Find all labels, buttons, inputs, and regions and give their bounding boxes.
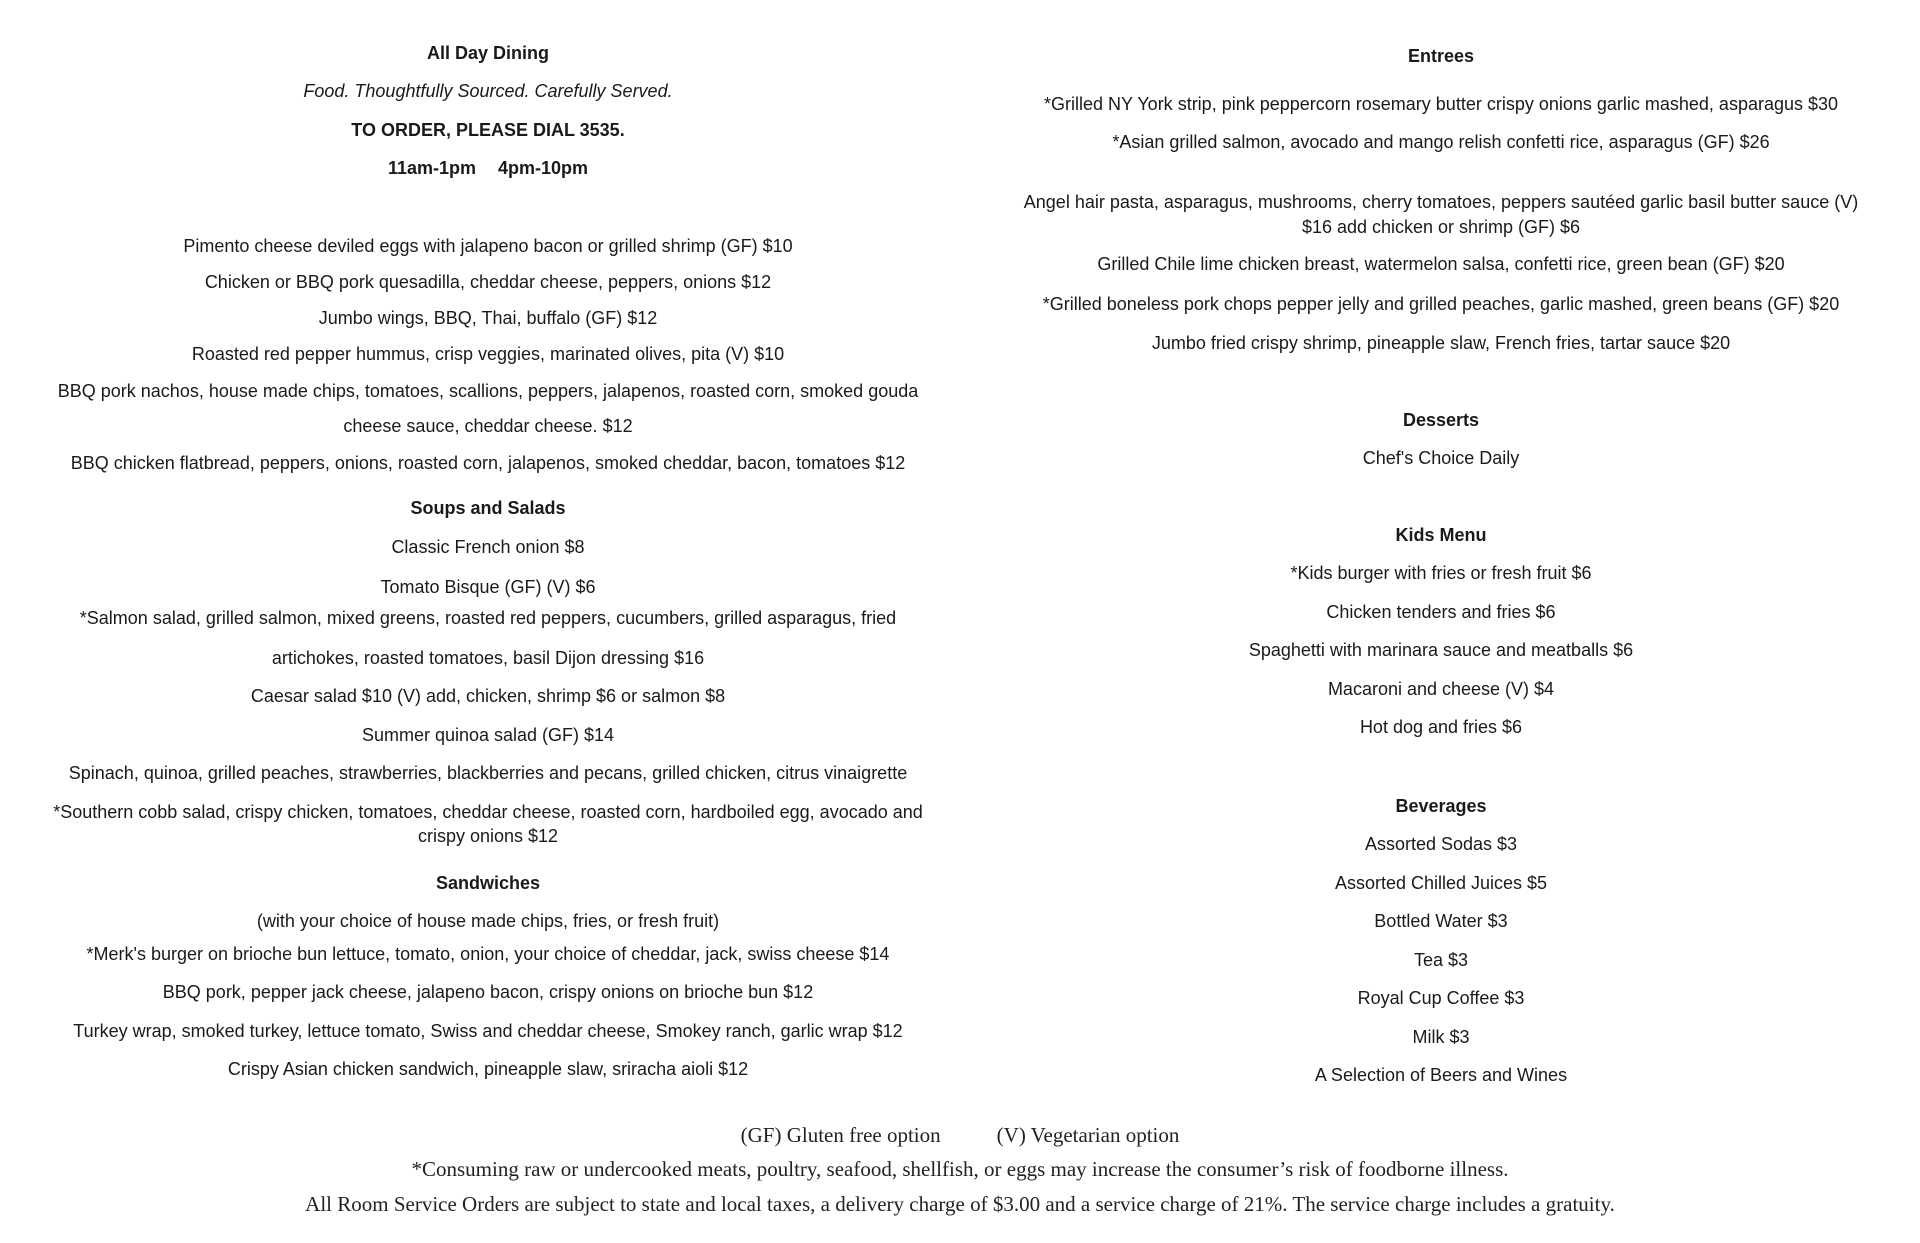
menu-item: Angel hair pasta, asparagus, mushrooms, cherry tomatoes, peppers sautéed garlic basil butter sauce (V): [1023, 192, 1859, 212]
menu-item: A Selection of Beers and Wines: [1314, 1065, 1568, 1085]
menu-item: Jumbo fried crispy shrimp, pineapple slaw, French fries, tartar sauce $20: [1151, 333, 1731, 353]
menu-item: Turkey wrap, smoked turkey, lettuce tomato, Swiss and cheddar cheese, Smokey ranch, garlic wrap $12: [73, 1021, 903, 1041]
menu-item: Milk $3: [1412, 1027, 1470, 1047]
hours-dinner: 4pm-10pm: [498, 158, 589, 178]
menu-item: Assorted Sodas $3: [1364, 834, 1518, 854]
menu-item: Grilled Chile lime chicken breast, watermelon salsa, confetti rice, green bean (GF) $20: [1097, 254, 1785, 274]
hours-lunch: 11am-1pm: [387, 158, 477, 178]
menu-item: Crispy Asian chicken sandwich, pineapple slaw, sriracha aioli $12: [227, 1059, 749, 1079]
menu-item: Chicken or BBQ pork quesadilla, cheddar cheese, peppers, onions $12: [204, 272, 772, 292]
menu-item: BBQ pork nachos, house made chips, tomatoes, scallions, peppers, jalapenos, roasted corn, smoked gouda: [57, 381, 919, 401]
legend-vegetarian: (V) Vegetarian option: [996, 1123, 1180, 1147]
menu-item: Classic French onion $8: [391, 537, 585, 557]
menu-item: Roasted red pepper hummus, crisp veggies, marinated olives, pita (V) $10: [191, 344, 785, 364]
tagline: Food. Thoughtfully Sourced. Carefully Served.: [303, 81, 673, 101]
menu-item: Royal Cup Coffee $3: [1357, 988, 1525, 1008]
menu-item: Jumbo wings, BBQ, Thai, buffalo (GF) $12: [318, 308, 658, 328]
food-safety-warning: *Consuming raw or undercooked meats, poultry, seafood, shellfish, or eggs may increase the consumer’s risk of foodborne illness.: [411, 1157, 1509, 1181]
menu-item: Assorted Chilled Juices $5: [1334, 873, 1548, 893]
menu-item: *Asian grilled salmon, avocado and mango relish confetti rice, asparagus (GF) $26: [1112, 132, 1770, 152]
menu-item: *Salmon salad, grilled salmon, mixed greens, roasted red peppers, cucumbers, grilled asparagus, fried: [79, 608, 897, 628]
menu-item: crispy onions $12: [417, 826, 559, 846]
menu-item: Chicken tenders and fries $6: [1326, 602, 1556, 622]
menu-item: Hot dog and fries $6: [1359, 717, 1523, 737]
section-note: (with your choice of house made chips, fries, or fresh fruit): [256, 911, 720, 931]
menu-item: Bottled Water $3: [1374, 911, 1508, 931]
menu-item: Chef's Choice Daily: [1362, 448, 1520, 468]
menu-item: artichokes, roasted tomatoes, basil Dijon dressing $16: [271, 648, 705, 668]
menu-item: BBQ chicken flatbread, peppers, onions, roasted corn, jalapenos, smoked cheddar, bacon, tomatoes $12: [70, 453, 906, 473]
menu-item: Caesar salad $10 (V) add, chicken, shrimp $6 or salmon $8: [250, 686, 726, 706]
menu-item: Tomato Bisque (GF) (V) $6: [380, 577, 596, 597]
service-charges-note: All Room Service Orders are subject to state and local taxes, a delivery charge of $3.00 and a service charge of 21%. The service charge includes a gratuity.: [305, 1192, 1615, 1216]
section-title-entrees: Entrees: [1407, 46, 1475, 66]
section-title-sandwiches: Sandwiches: [435, 873, 541, 893]
menu-item: Spaghetti with marinara sauce and meatballs $6: [1248, 640, 1634, 660]
menu-item: Spinach, quinoa, grilled peaches, strawberries, blackberries and pecans, grilled chicken, citrus vinaigrette: [68, 763, 908, 783]
dietary-legend: [0, 1123, 1920, 1147]
legend-gluten-free: (GF) Gluten free option: [740, 1123, 941, 1147]
section-title-beverages: Beverages: [1395, 796, 1487, 816]
menu-item: *Grilled NY York strip, pink peppercorn rosemary butter crispy onions garlic mashed, asparagus $30: [1043, 94, 1839, 114]
section-title-desserts: Desserts: [1402, 410, 1480, 430]
menu-item: *Merk's burger on brioche bun lettuce, tomato, onion, your choice of cheddar, jack, swiss cheese $14: [86, 944, 890, 964]
menu-item: BBQ pork, pepper jack cheese, jalapeno bacon, crispy onions on brioche bun $12: [162, 982, 814, 1002]
menu-title: All Day Dining: [426, 43, 549, 63]
menu-item: *Grilled boneless pork chops pepper jelly and grilled peaches, garlic mashed, green beans (GF) $20: [1042, 294, 1840, 314]
menu-item: Pimento cheese deviled eggs with jalapeno bacon or grilled shrimp (GF) $10: [183, 236, 793, 256]
menu-item: *Southern cobb salad, crispy chicken, tomatoes, cheddar cheese, roasted corn, hardboiled egg, avocado and: [53, 802, 923, 822]
order-instructions: TO ORDER, PLEASE DIAL 3535.: [351, 120, 625, 140]
menu-item: Macaroni and cheese (V) $4: [1327, 679, 1555, 699]
section-title-soups-salads: Soups and Salads: [410, 498, 566, 518]
menu-item: Tea $3: [1413, 950, 1469, 970]
menu-item: *Kids burger with fries or fresh fruit $6: [1290, 563, 1592, 583]
menu-item: Summer quinoa salad (GF) $14: [361, 725, 615, 745]
menu-item: $16 add chicken or shrimp (GF) $6: [1301, 217, 1581, 237]
section-title-kids-menu: Kids Menu: [1395, 525, 1487, 545]
menu-item: cheese sauce, cheddar cheese. $12: [343, 416, 633, 436]
